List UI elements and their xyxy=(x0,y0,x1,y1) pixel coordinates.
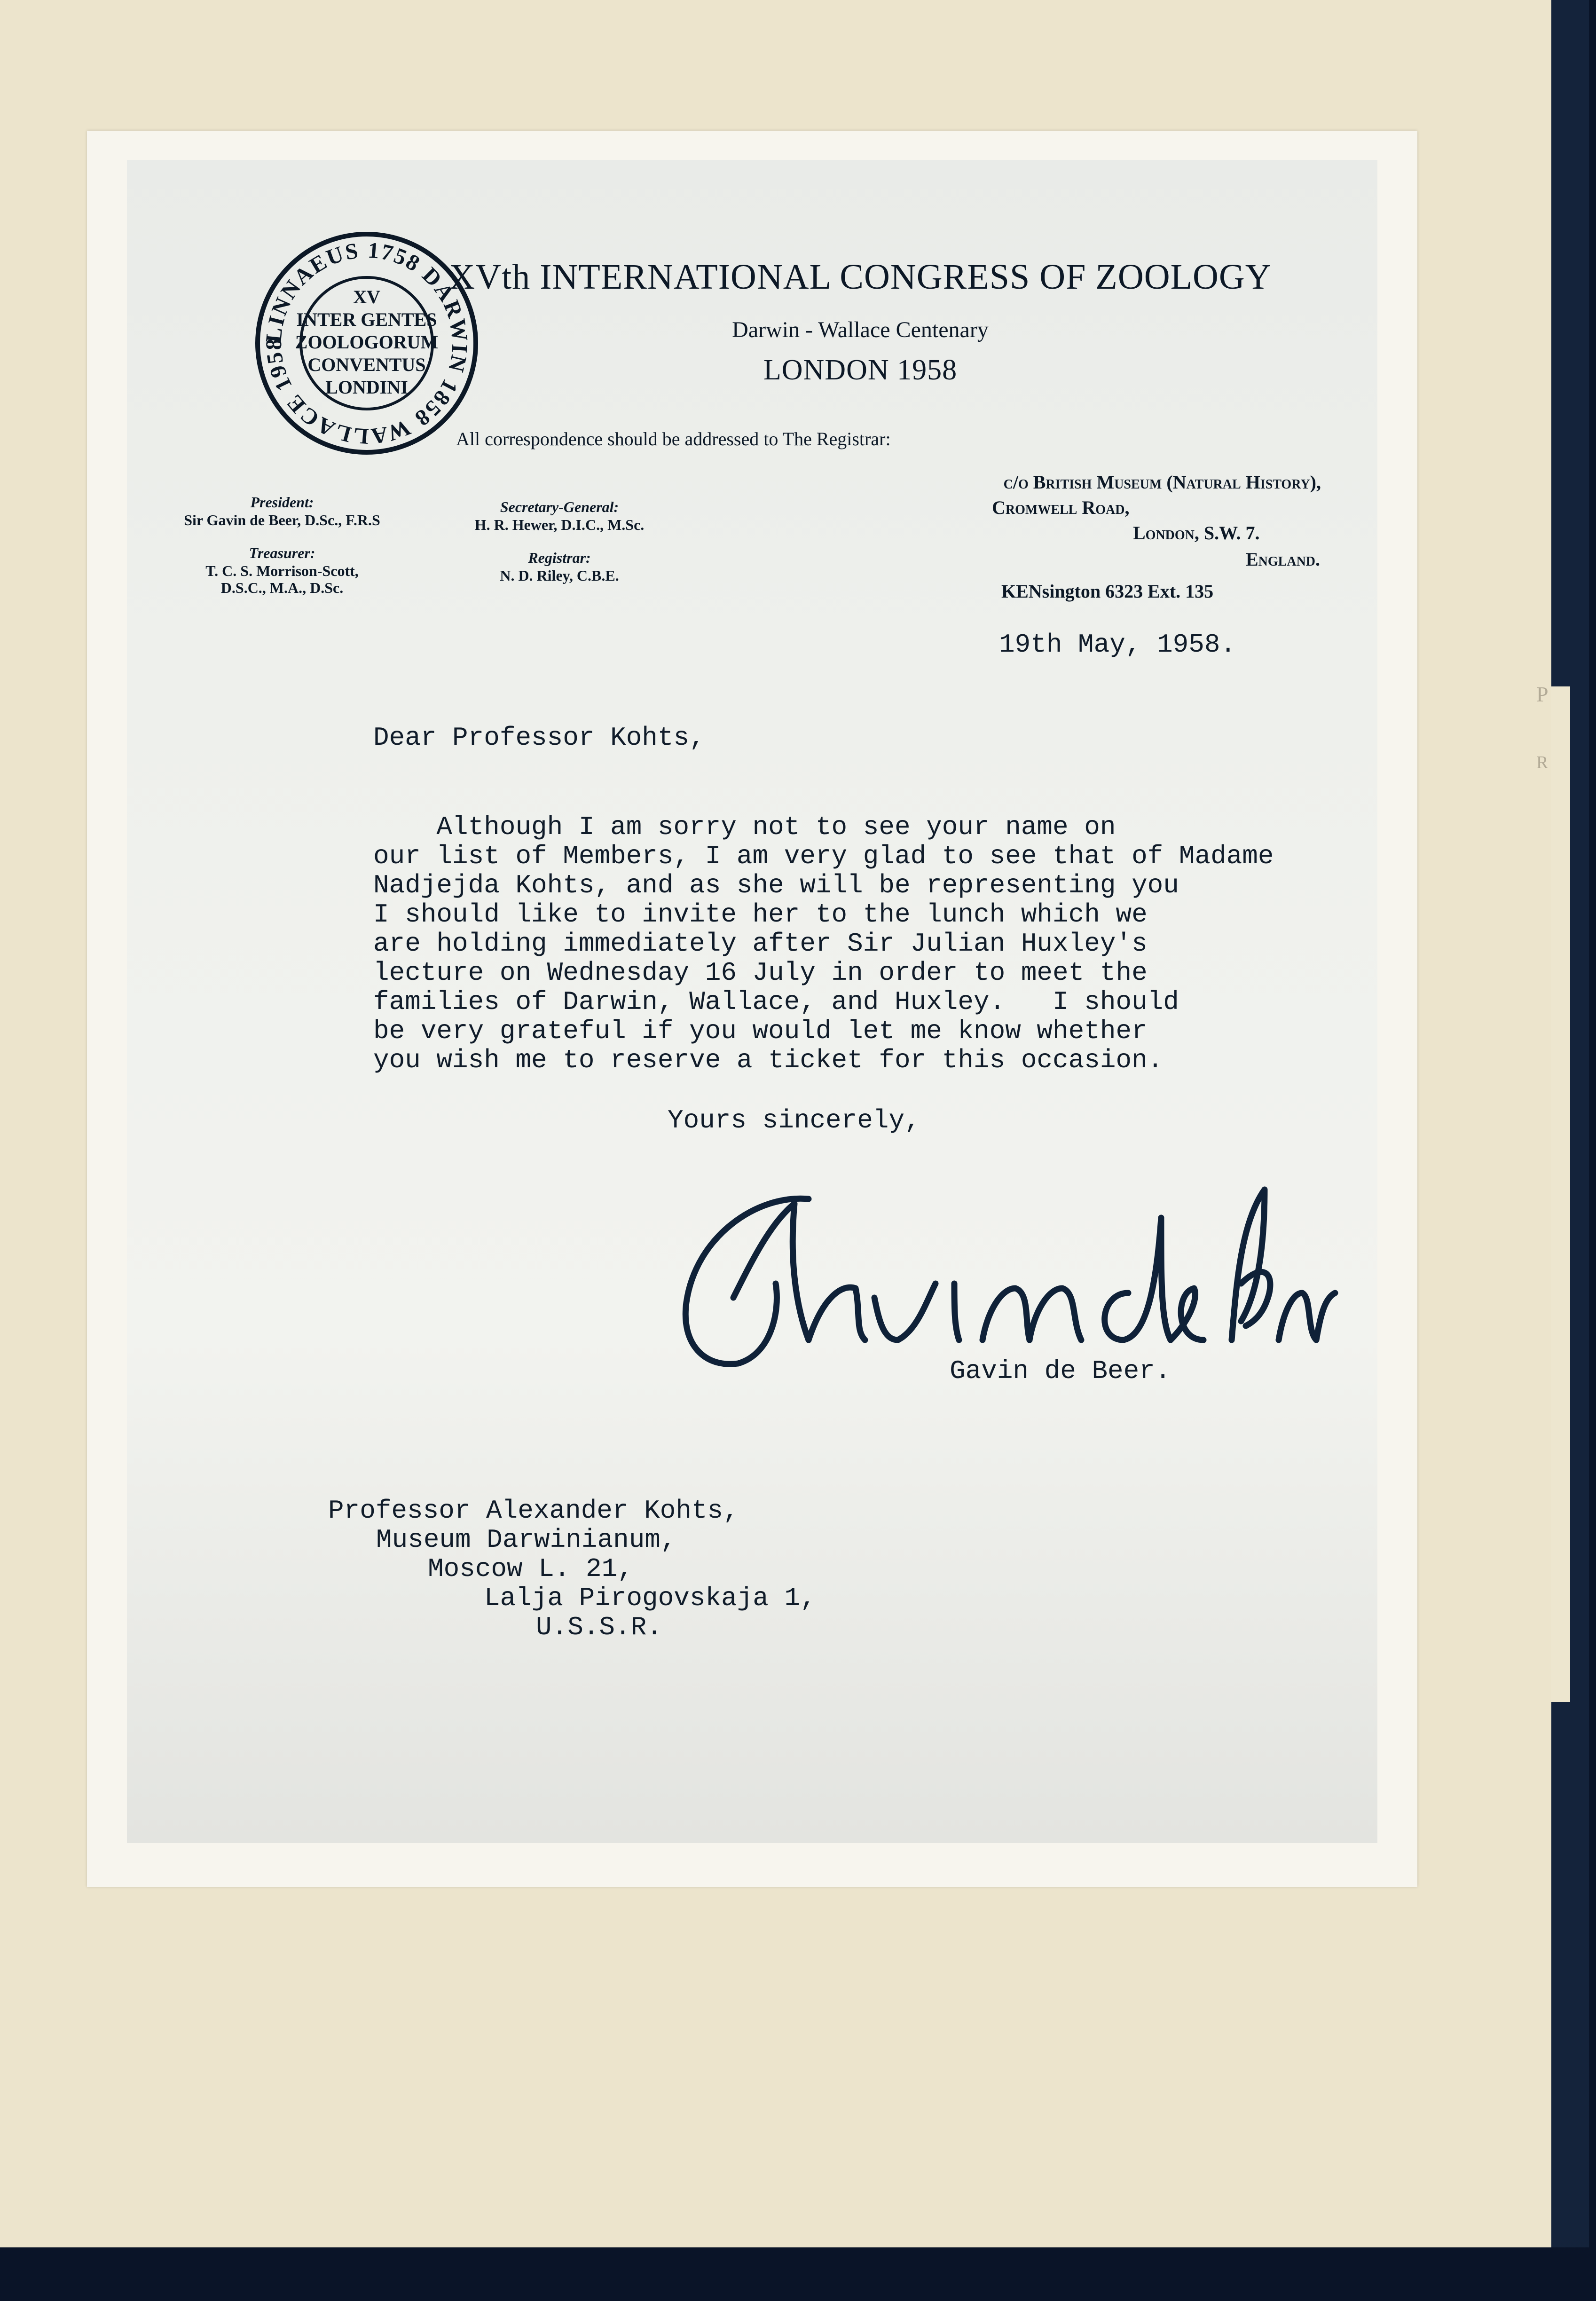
margin-mark-p: P xyxy=(1536,682,1549,706)
svg-text:LINNAEUS 1758 DARWIN 1858 WALL: LINNAEUS 1758 DARWIN 1858 WALLACE 1958 xyxy=(261,237,473,449)
president-title: President: xyxy=(250,494,314,511)
secretary-title: Secretary-General: xyxy=(500,498,619,515)
body-line: I should like to invite her to the lunch which we xyxy=(373,899,1148,930)
seal-line-zoologorum: ZOOLOGORUM xyxy=(295,331,439,353)
recipient-line-1: Professor Alexander Kohts, xyxy=(328,1496,739,1526)
seal-line-londini: LONDINI xyxy=(325,377,408,398)
body-line: you wish me to reserve a ticket for this occasion. xyxy=(373,1045,1164,1075)
letter-photocopy xyxy=(127,160,1377,1843)
body-line: Although I am sorry not to see your name on xyxy=(373,812,1116,842)
treasurer-name-1: T. C. S. Morrison-Scott, xyxy=(205,562,359,579)
recipient-line-2: Museum Darwinianum, xyxy=(376,1525,676,1555)
typed-signature-name: Gavin de Beer. xyxy=(950,1356,1171,1386)
body-line: Nadjejda Kohts, and as she will be representing you xyxy=(373,870,1179,900)
treasurer-name-2: D.S.C., M.A., D.Sc. xyxy=(220,579,344,596)
recipient-line-3: Moscow L. 21, xyxy=(428,1554,633,1584)
registrar-name: N. D. Riley, C.B.E. xyxy=(500,567,619,584)
seal-line-conventus: CONVENTUS xyxy=(307,354,426,375)
scanner-bottom-band xyxy=(0,2247,1596,2301)
salutation: Dear Professor Kohts, xyxy=(373,723,705,753)
seal-line-xv: XV xyxy=(353,286,380,307)
recipient-line-4: Lalja Pirogovskaja 1, xyxy=(484,1583,816,1613)
address-line-3: London, S.W. 7. xyxy=(1133,522,1260,544)
letter-paper xyxy=(87,131,1417,1887)
recipient-line-5: U.S.S.R. xyxy=(536,1612,662,1642)
closing: Yours sincerely, xyxy=(668,1105,920,1135)
body-line: families of Darwin, Wallace, and Huxley. I should xyxy=(373,987,1179,1017)
congress-subtitle: Darwin - Wallace Centenary xyxy=(732,317,989,342)
margin-mark-r: R xyxy=(1536,753,1549,772)
letter-body xyxy=(373,812,1360,1104)
seal-line-inter-gentes: INTER GENTES xyxy=(296,309,437,330)
secretary-name: H. R. Hewer, D.I.C., M.Sc. xyxy=(474,516,645,533)
registrar-title: Registrar: xyxy=(528,549,591,566)
correspondence-note: All correspondence should be addressed to The Registrar: xyxy=(456,428,891,449)
telephone-number: KENsington 6323 Ext. 135 xyxy=(1001,581,1214,602)
letter-date: 19th May, 1958. xyxy=(999,630,1236,660)
body-line: are holding immediately after Sir Julian Huxley's xyxy=(373,929,1148,959)
president-name: Sir Gavin de Beer, D.Sc., F.R.S xyxy=(184,512,380,528)
address-line-2: Cromwell Road, xyxy=(992,497,1130,518)
congress-place-year: LONDON 1958 xyxy=(763,354,958,386)
body-line: be very grateful if you would let me know whether xyxy=(373,1016,1148,1046)
body-line: lecture on Wednesday 16 July in order to meet the xyxy=(373,958,1148,988)
treasurer-title: Treasurer: xyxy=(249,544,315,561)
congress-title: XVth INTERNATIONAL CONGRESS OF ZOOLOGY xyxy=(449,257,1272,297)
mount-edge-strip xyxy=(1551,686,1570,1702)
address-line-4: England. xyxy=(1246,549,1321,570)
address-line-1: c/o British Museum (Natural History), xyxy=(1003,472,1321,493)
body-line: our list of Members, I am very glad to see that of Madame xyxy=(373,841,1274,871)
